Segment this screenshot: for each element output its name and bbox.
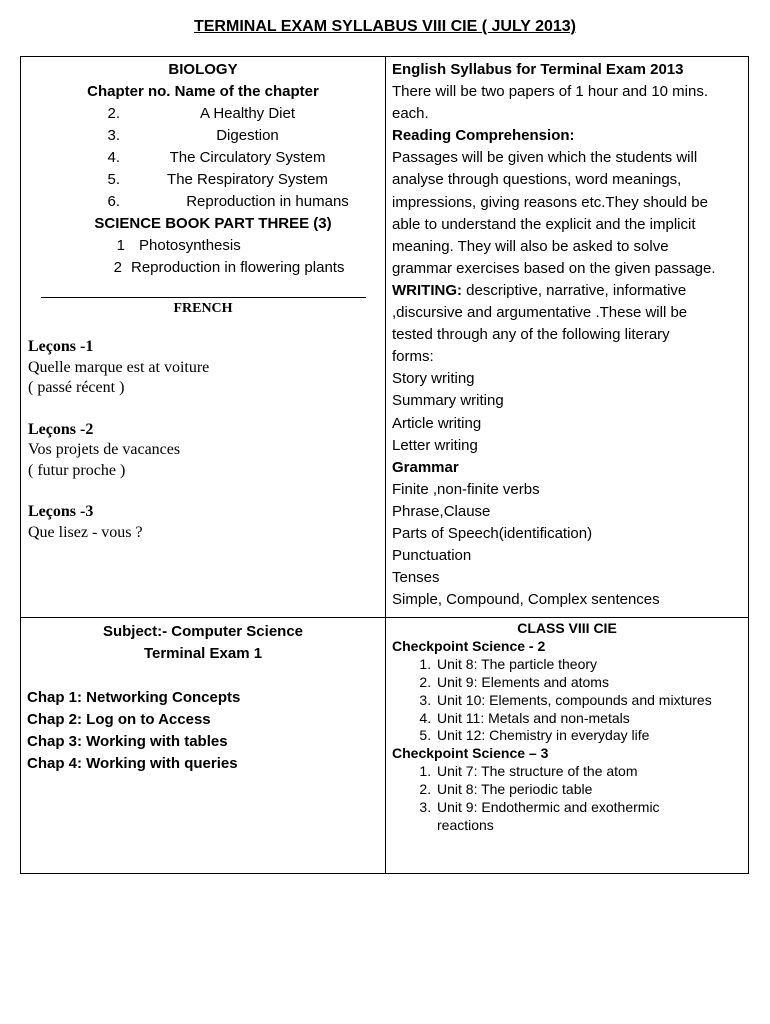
lecon-title: Leçons -1 xyxy=(28,338,94,355)
english-intro: There will be two papers of 1 hour and 10 mins. xyxy=(392,83,709,101)
grammar-item: Punctuation xyxy=(392,547,472,565)
grammar-item: Simple, Compound, Complex sentences xyxy=(392,591,660,609)
checkpoint-heading: Checkpoint Science – 3 xyxy=(392,745,549,762)
lecon-line: ( futur proche ) xyxy=(28,461,126,479)
cs-chapter: Chap 3: Working with tables xyxy=(27,733,228,750)
cs-exam: Terminal Exam 1 xyxy=(143,645,263,662)
science-chapter: 2 Reproduction in flowering plants xyxy=(113,259,345,276)
chapter-column-header: Chapter no. Name of the chapter xyxy=(87,83,319,100)
cs-subject: Subject:- Computer Science xyxy=(102,623,304,640)
writing-line: WRITING: descriptive, narrative, informative xyxy=(392,281,687,299)
cs-chapter: Chap 1: Networking Concepts xyxy=(27,689,241,706)
grammar-heading: Grammar xyxy=(392,458,459,476)
lecon-line: Quelle marque est at voiture xyxy=(28,358,210,376)
grammar-item: Finite ,non-finite verbs xyxy=(392,480,540,498)
unit-item: 1. Unit 7: The structure of the atom xyxy=(435,763,748,781)
biology-chapter: 3. Digestion xyxy=(107,127,279,144)
writing-line: tested through any of the following literary xyxy=(392,326,670,344)
unit-item: 2. Unit 8: The periodic table xyxy=(435,781,748,799)
checkpoint-heading: Checkpoint Science - 2 xyxy=(392,637,546,654)
unit-item: 1. Unit 8: The particle theory xyxy=(435,656,748,674)
unit-item: 3. Unit 10: Elements, compounds and mixtures xyxy=(435,692,748,710)
biology-section xyxy=(21,57,385,279)
biology-chapter: 6. Reproduction in humans xyxy=(107,193,349,210)
french-heading: FRENCH xyxy=(173,301,233,316)
writing-line: ,discursive and argumentative .These will be xyxy=(392,304,688,322)
english-heading: English Syllabus for Terminal Exam 2013 xyxy=(392,61,684,78)
class-heading: CLASS VIII CIE xyxy=(517,620,617,636)
writing-label: WRITING: xyxy=(392,281,462,299)
english-cell xyxy=(386,57,748,617)
biology-chapter: 2. A Healthy Diet xyxy=(107,105,296,122)
reading-line: meaning. They will also be asked to solve xyxy=(392,237,669,255)
literary-form: Story writing xyxy=(392,370,475,388)
grammar-item: Tenses xyxy=(392,569,440,587)
unit-item: 4. Unit 11: Metals and non-metals xyxy=(435,710,748,728)
cs-chapter: Chap 2: Log on to Access xyxy=(27,711,211,728)
checkpoint-science-cell xyxy=(386,618,748,874)
checkpoint-section xyxy=(386,618,748,835)
lecon-line: Que lisez - vous ? xyxy=(28,523,143,541)
biology-heading: BIOLOGY xyxy=(168,61,238,78)
unit-item: 2. Unit 9: Elements and atoms xyxy=(435,674,748,692)
reading-line: Passages will be given which the students will xyxy=(392,149,698,167)
unit-list xyxy=(392,763,748,835)
reading-line: analyse through questions, word meanings, xyxy=(392,171,682,189)
unit-list xyxy=(392,656,748,746)
literary-form: Letter writing xyxy=(392,436,478,454)
grammar-item: Phrase,Clause xyxy=(392,502,491,520)
reading-line: impressions, giving reasons etc.They should be xyxy=(392,193,708,211)
english-intro: each. xyxy=(392,105,429,123)
lecon-title: Leçons -2 xyxy=(28,420,94,438)
unit-item: 5. Unit 12: Chemistry in everyday life xyxy=(435,727,748,745)
lecon-title: Leçons -3 xyxy=(28,503,94,520)
document-title: TERMINAL EXAM SYLLABUS VIII CIE ( JULY 2013) xyxy=(193,18,576,35)
grammar-item: Parts of Speech(identification) xyxy=(392,524,593,542)
english-section xyxy=(386,57,748,611)
lecon-line: ( passé récent ) xyxy=(28,379,125,396)
reading-heading: Reading Comprehension: xyxy=(392,127,575,145)
computer-science-section xyxy=(21,618,385,775)
syllabus-table xyxy=(20,56,749,874)
biology-chapter: 5. The Respiratory System xyxy=(107,171,328,188)
reading-line: able to understand the explicit and the implicit xyxy=(392,215,696,233)
reading-line: grammar exercises based on the given passage. xyxy=(392,259,716,277)
unit-item: 3. Unit 9: Endothermic and exothermic reactions xyxy=(435,799,748,835)
cs-chapter: Chap 4: Working with queries xyxy=(27,755,238,772)
biology-chapter: 4. The Circulatory System xyxy=(107,149,326,166)
french-separator xyxy=(41,297,366,298)
lecon-line: Vos projets de vacances xyxy=(28,441,181,458)
literary-form: Article writing xyxy=(392,414,482,432)
science-book-heading: SCIENCE BOOK PART THREE (3) xyxy=(94,215,332,232)
biology-french-cell xyxy=(21,57,385,617)
literary-form: Summary writing xyxy=(392,392,504,410)
french-lecons xyxy=(28,337,378,543)
writing-line: forms: xyxy=(392,348,434,366)
science-chapter: 1 Photosynthesis xyxy=(116,237,241,254)
computer-science-cell xyxy=(21,618,385,874)
